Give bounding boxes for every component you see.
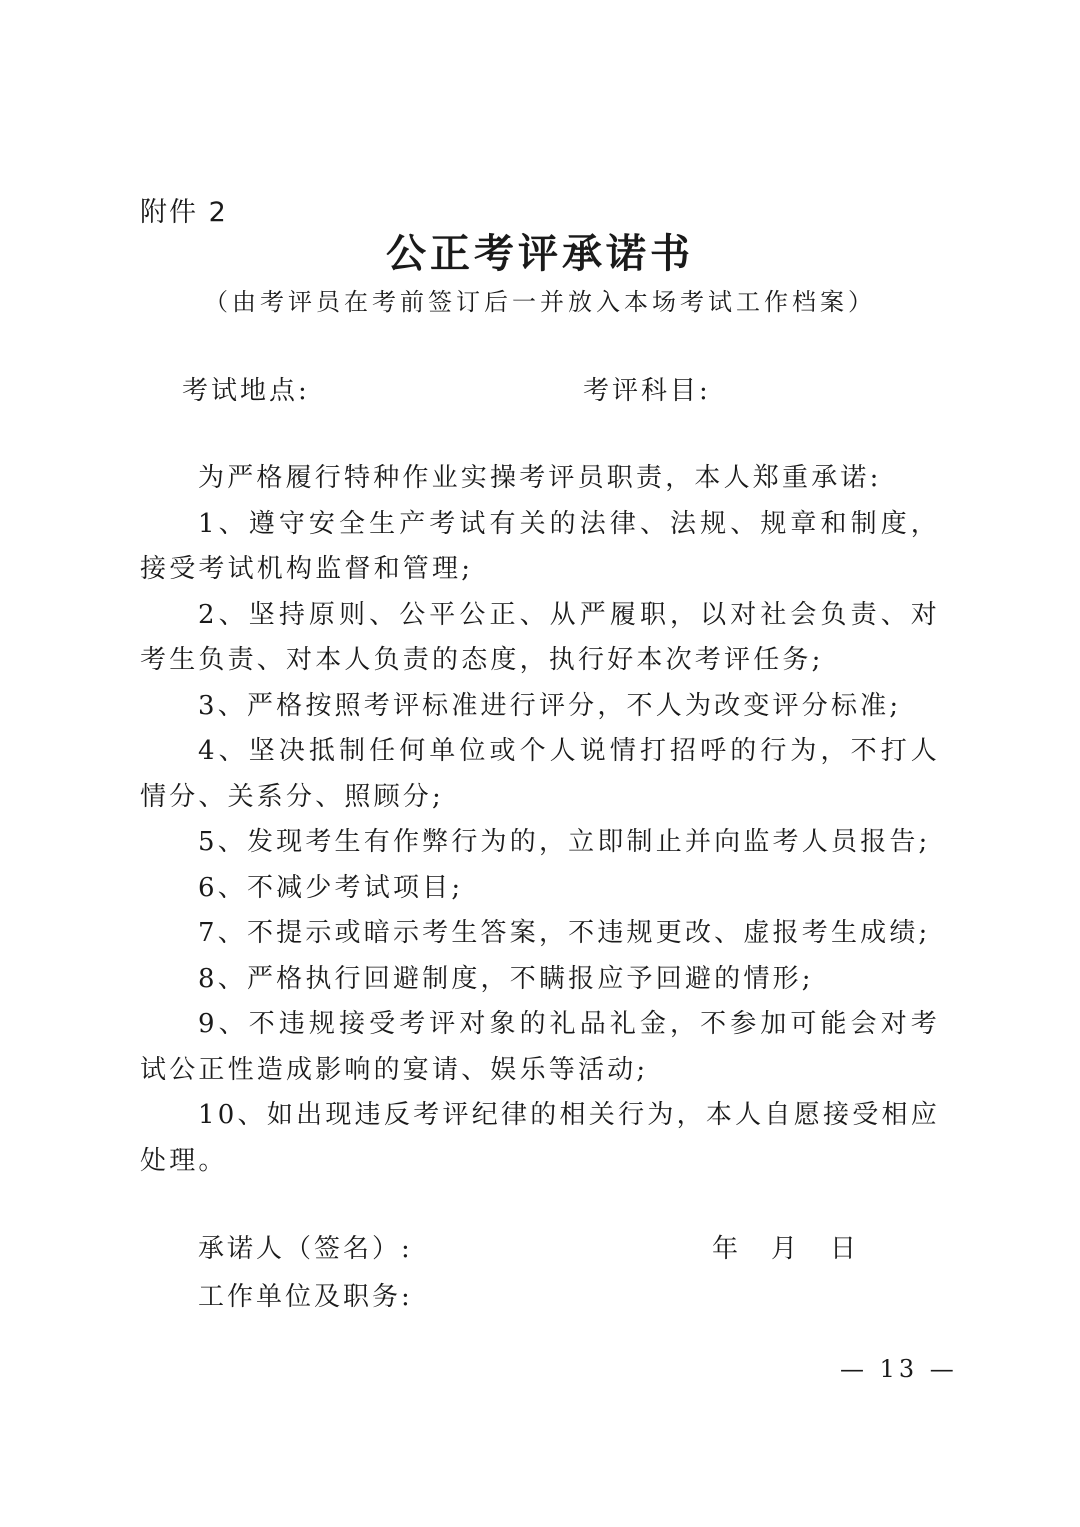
commitment-item-9: 9、不违规接受考评对象的礼品礼金，不参加可能会对考试公正性造成影响的宴请、娱乐等活动; [140, 1009, 940, 1085]
page-number: — 13 — [840, 1355, 958, 1383]
commitment-item-5: 5、发现考生有作弊行为的，立即制止并向监考人员报告; [198, 827, 931, 857]
date-month: 月 [771, 1234, 801, 1264]
signer-label: 承诺人（签名）: [198, 1234, 413, 1264]
commitment-intro: 为严格履行特种作业实操考评员职责，本人郑重承诺: [198, 463, 882, 493]
date-field [712, 1228, 889, 1265]
exam-subject-label: 考评科目: [583, 376, 711, 406]
commitment-item-3: 3、严格按照考评标准进行评分，不人为改变评分标准; [198, 690, 902, 721]
commitment-item-7: 7、不提示或暗示考生答案，不违规更改、虚报考生成绩; [198, 918, 931, 948]
date-day: 日 [830, 1234, 860, 1264]
page-title: 公正考评承诺书 [386, 230, 694, 277]
page-subtitle: （由考评员在考前签订后一并放入本场考试工作档案） [204, 288, 876, 316]
exam-location-label: 考试地点: [182, 376, 310, 406]
commitment-item-1: 1、遵守安全生产考试有关的法律、法规、规章和制度，接受考试机构监督和管理; [140, 508, 940, 584]
attachment-label: 附件 2 [140, 197, 228, 228]
commitment-body [140, 456, 940, 1184]
commitment-item-8: 8、严格执行回避制度，不瞒报应予回避的情形; [198, 963, 814, 994]
commitment-item-2: 2、坚持原则、公平公正、从严履职，以对社会负责、对考生负责、对本人负责的态度，执行好本次考评任务; [140, 599, 940, 675]
work-unit-label: 工作单位及职务: [198, 1282, 413, 1312]
commitment-item-6: 6、不减少考试项目; [198, 872, 464, 903]
commitment-item-10: 10、如出现违反考评纪律的相关行为，本人自愿接受相应处理。 [140, 1100, 940, 1176]
date-year: 年 [712, 1234, 742, 1264]
commitment-item-4: 4、坚决抵制任何单位或个人说情打招呼的行为，不打人情分、关系分、照顾分; [140, 736, 940, 812]
